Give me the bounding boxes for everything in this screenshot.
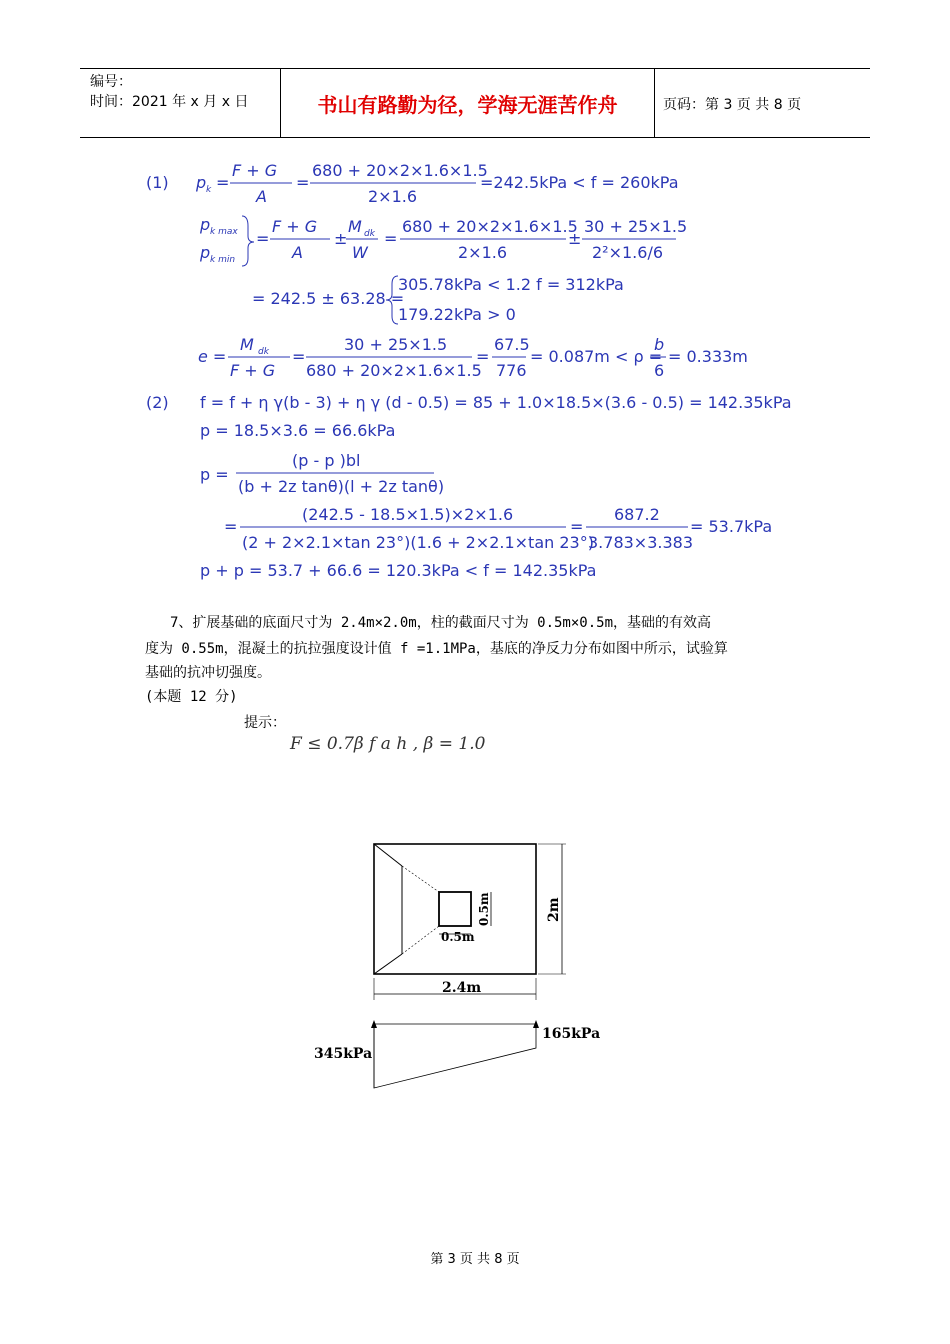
pz3-frac-num: 687.2	[614, 505, 660, 524]
hint-label: 提示：	[244, 715, 286, 731]
svg-text:=: =	[256, 229, 270, 248]
e-frac2-den: 680 + 20×2×1.6×1.5	[306, 361, 482, 380]
pz-frac-den: (b + 2z tanθ)(l + 2z tanθ)	[238, 477, 445, 496]
page-footer: 第 3 页 共 8 页	[430, 1252, 520, 1267]
e-frac2-num: 30 + 25×1.5	[344, 335, 448, 354]
pmm-num1-den: 2×1.6	[458, 243, 508, 262]
pmm-frac1-num: F + G	[272, 217, 318, 236]
pmm-num2-num: 30 + 25×1.5	[584, 217, 688, 236]
pmm-num1-num: 680 + 20×2×1.6×1.5	[402, 217, 578, 236]
column-outline	[439, 892, 471, 926]
date-label: 时间：2021 年 x 月 x 日	[90, 94, 249, 110]
pk-num-den: 2×1.6	[368, 187, 418, 206]
svg-text:k max: k max	[210, 227, 238, 237]
pk-result: =242.5kPa < f = 260kPa	[480, 173, 679, 192]
svg-text:=: =	[476, 347, 490, 366]
problem-line-2: 度为 0.55m，混凝土的抗拉强度设计值 f =1.1MPa，基底的净反力分布如图中所示，试验算	[145, 641, 728, 657]
page-label: 页码：第 3 页 共 8 页	[663, 97, 802, 113]
col-width-label: 0.5m	[441, 930, 475, 944]
problem-line-4: (本题 12 分)	[145, 689, 238, 705]
svg-text:k: k	[206, 185, 212, 195]
pk-frac-num: F + G	[232, 161, 278, 180]
problem-line-1: 7、扩展基础的底面尺寸为 2.4m×2.0m，柱的截面尺寸为 0.5m×0.5m，基础的有效高	[170, 615, 712, 631]
pk-lhs: p	[196, 173, 207, 192]
e-lhs: e =	[198, 347, 227, 366]
pz3-frac-den: 3.783×3.383	[588, 533, 694, 552]
solution-math	[0, 0, 950, 600]
left-pressure-label: 345kPa	[314, 1046, 373, 1062]
pmm-case2: 179.22kPa > 0	[398, 305, 516, 324]
pmm-num2-den: 2²×1.6/6	[592, 243, 664, 262]
e-frac1-den: F + G	[230, 361, 276, 380]
col-height-label: 0.5m	[477, 892, 491, 926]
foundation-figure	[0, 830, 950, 1110]
number-label: 编号：	[90, 74, 132, 90]
part1-tag: (1)	[146, 173, 169, 192]
svg-text:dk: dk	[364, 229, 375, 239]
svg-text:k min: k min	[210, 255, 236, 265]
e-frac3-den: 776	[496, 361, 527, 380]
e-result: = 0.333m	[668, 347, 748, 366]
e-frac4-num: b	[654, 335, 665, 354]
svg-text:=: =	[570, 517, 584, 536]
svg-text:=: =	[224, 517, 238, 536]
e-frac1-num: M	[240, 335, 254, 354]
pz-result: = 53.7kPa	[690, 517, 773, 536]
pz-frac-num: (p - p )bl	[292, 451, 361, 470]
pmm-frac2-num: M	[348, 217, 362, 236]
base-height-label: 2m	[546, 897, 562, 922]
svg-text:=: =	[296, 173, 310, 192]
base-width-label: 2.4m	[442, 980, 482, 996]
pmm-case1: 305.78kPa < 1.2 f = 312kPa	[398, 275, 624, 294]
svg-text:=: =	[384, 229, 398, 248]
check-line: p + p = 53.7 + 66.6 = 120.3kPa < f = 142.35kPa	[200, 561, 597, 580]
part2-tag: (2)	[146, 393, 169, 412]
pz2-frac-den: (2 + 2×2.1×tan 23°)(1.6 + 2×2.1×tan 23°)	[242, 533, 594, 552]
pmin-label: p	[200, 243, 211, 262]
pz2-frac-num: (242.5 - 18.5×1.5)×2×1.6	[302, 505, 514, 524]
svg-text:±: ±	[568, 229, 582, 248]
svg-text:±: ±	[334, 229, 348, 248]
svg-text:dk: dk	[258, 347, 269, 357]
pk-frac-den: A	[256, 187, 267, 206]
svg-text:=: =	[216, 173, 230, 192]
faz-line: f = f + η γ(b - 3) + η γ (d - 0.5) = 85 + 1.0×18.5×(3.6 - 0.5) = 142.35kPa	[200, 393, 792, 412]
hint-formula: F ≤ 0.7β f a h , β = 1.0	[290, 734, 486, 754]
pz-lhs: p =	[200, 465, 229, 484]
e-frac3-num: 67.5	[494, 335, 530, 354]
e-mid: = 0.087m < ρ =	[530, 347, 663, 366]
problem-line-3: 基础的抗冲切强度。	[145, 665, 271, 681]
pk-num-num: 680 + 20×2×1.6×1.5	[312, 161, 488, 180]
e-frac4-den: 6	[654, 361, 665, 380]
pmm-line2: = 242.5 ± 63.28 =	[252, 289, 405, 308]
svg-text:=: =	[292, 347, 306, 366]
pmm-frac1-den: A	[292, 243, 303, 262]
pressure-diagram	[374, 1024, 536, 1088]
pcz-line: p = 18.5×3.6 = 66.6kPa	[200, 421, 396, 440]
motto: 书山有路勤为径，学海无涯苦作舟	[281, 69, 655, 137]
right-pressure-label: 165kPa	[542, 1026, 601, 1042]
pmm-frac2-den: W	[352, 243, 368, 262]
pmax-label: p	[200, 215, 211, 234]
